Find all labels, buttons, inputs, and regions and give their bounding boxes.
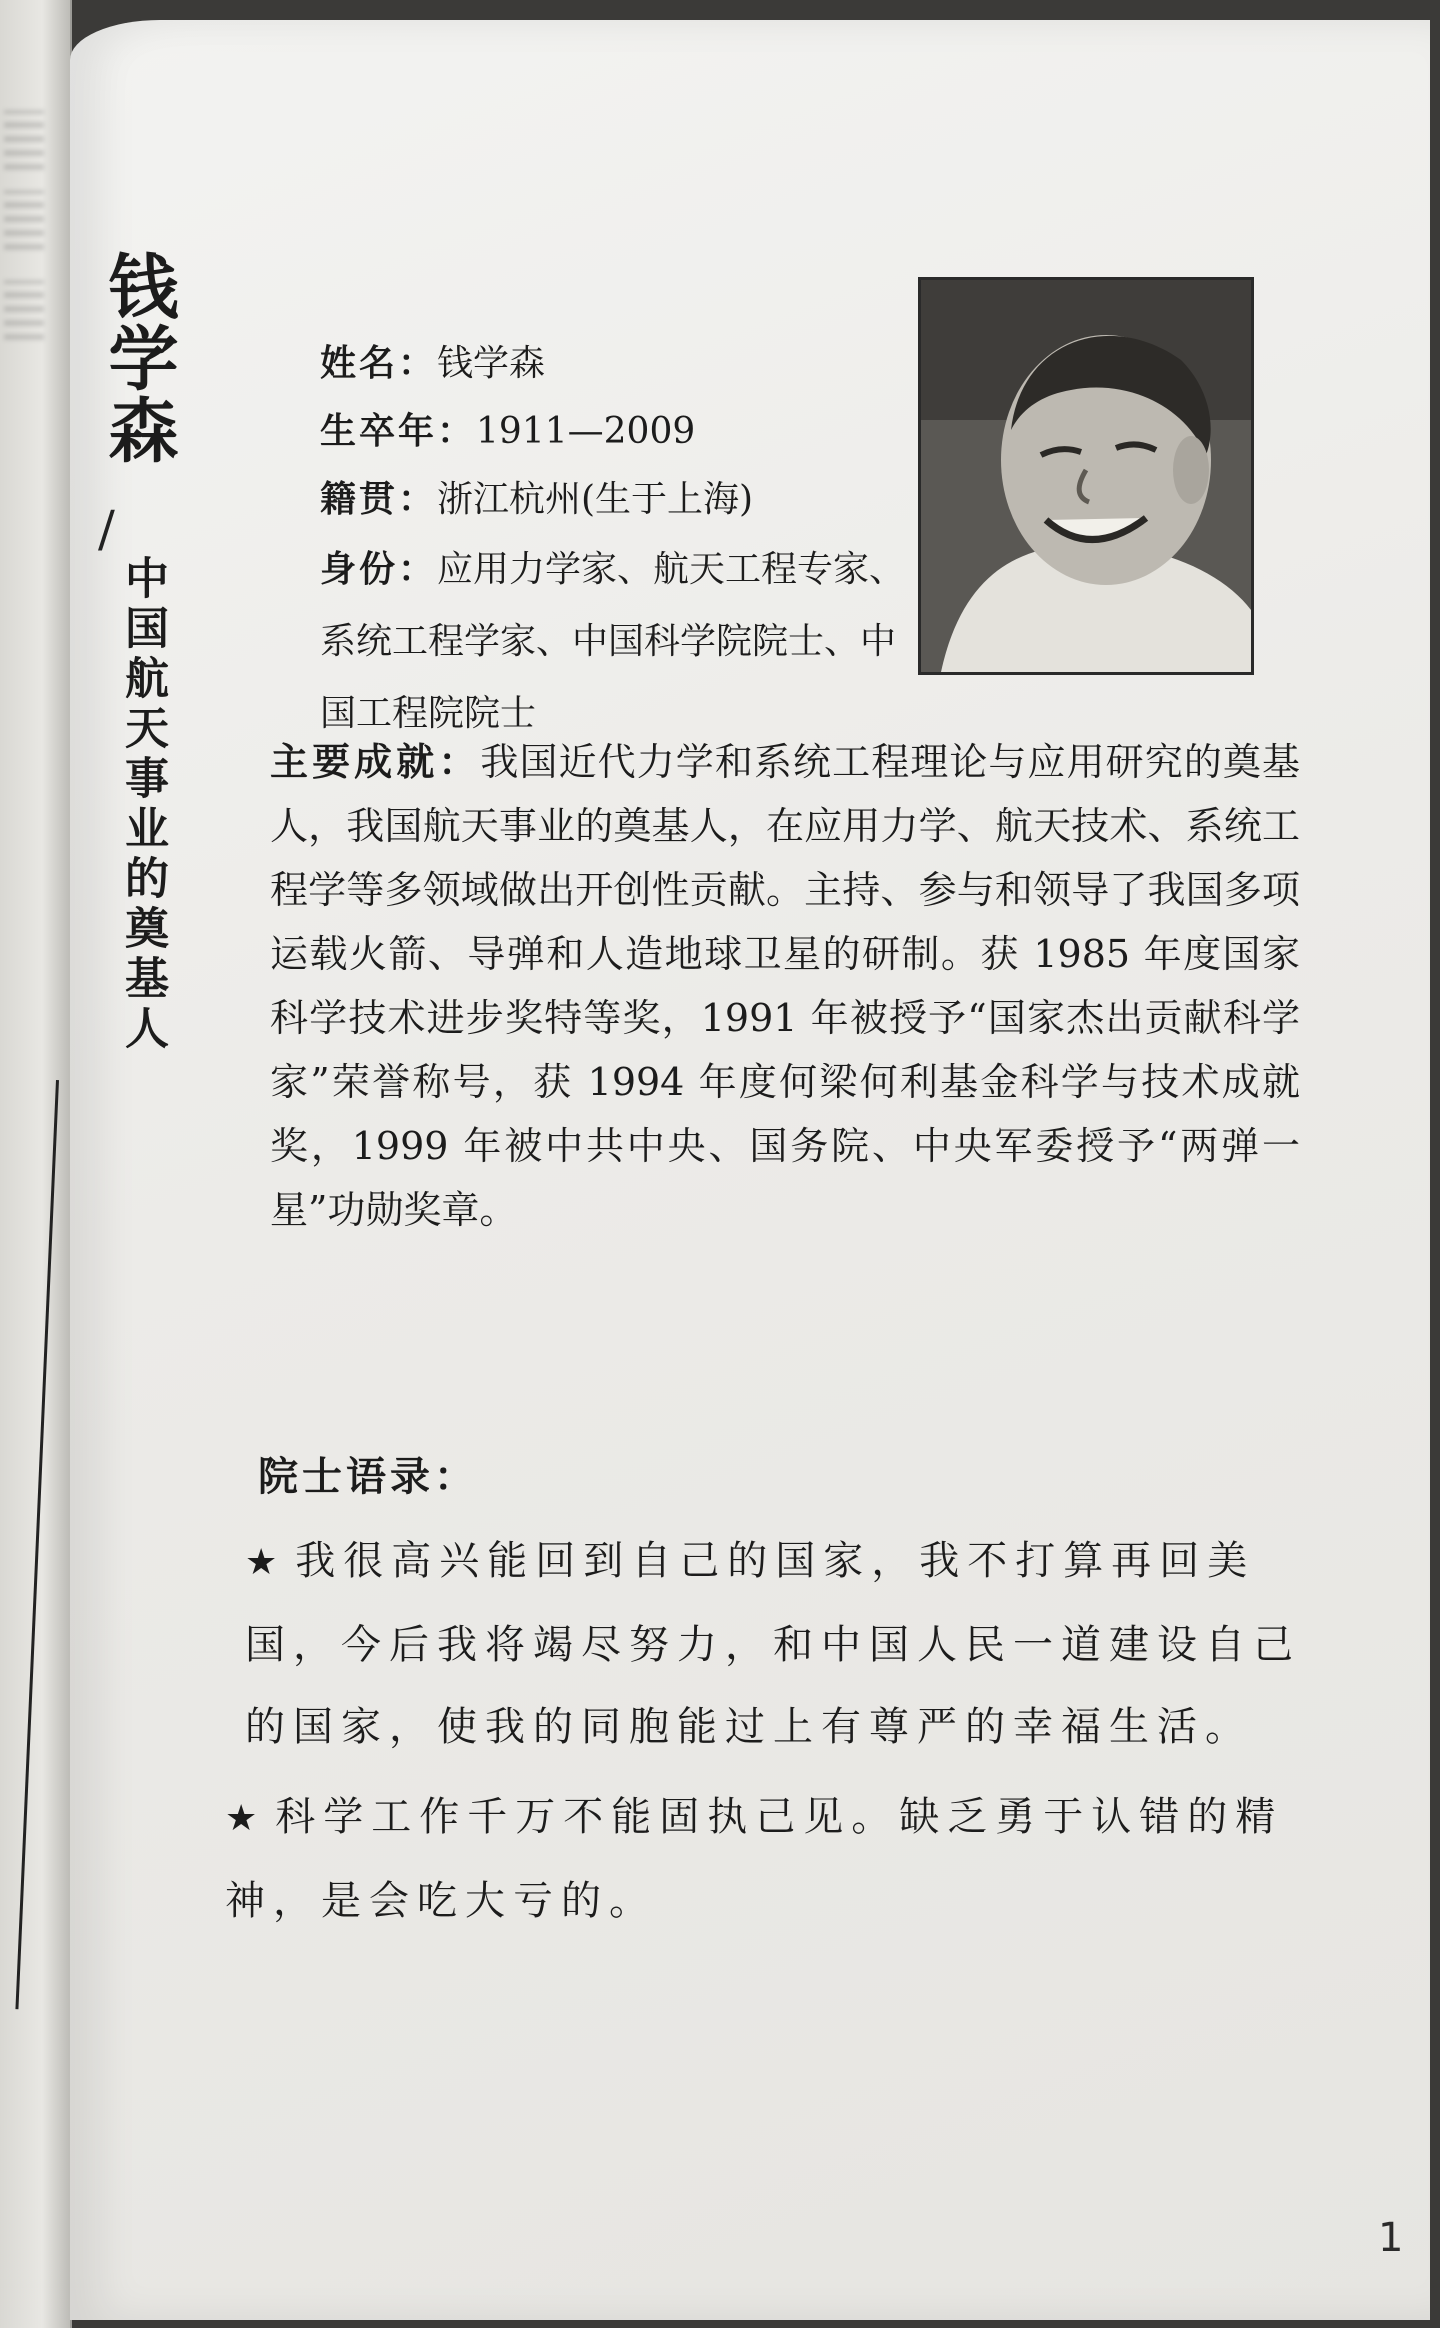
quote-text: 科学工作千万不能固执己见。缺乏勇于认错的精神，是会吃大亏的。	[225, 1794, 1284, 1924]
profile-info	[320, 330, 910, 750]
profile-years-row	[320, 398, 910, 466]
portrait-photo	[918, 277, 1254, 675]
profile-identity-row	[320, 534, 910, 750]
blurred-text	[4, 280, 44, 340]
origin-label: 籍贯：	[320, 479, 438, 520]
years-value: 1911—2009	[476, 411, 696, 452]
quote-item	[225, 1776, 1295, 1942]
sidebar-name: 钱学森	[97, 250, 180, 466]
achievement-value: 我国近代力学和系统工程理论与应用研究的奠基人，我国航天事业的奠基人，在应用力学、航天技术、系统工程学等多领域做出开创性贡献。主持、参与和领导了我国多项运载火箭、导弹和人造地球卫星的研制。获 1985 年度国家科学技术进步奖特等奖，1991 年被授予“国家杰出贡献科学家”荣誉称号，获 1994 年度何梁何利基金科学与技术成就奖，1999 年被中共中央、国务院、中央军委授予“两弹一星”功勋奖章。	[270, 740, 1300, 1232]
previous-page-edge	[0, 0, 72, 2328]
portrait-illustration	[921, 280, 1251, 672]
blurred-text	[4, 110, 44, 170]
profile-name-row	[320, 330, 910, 398]
quote-text: 我很高兴能回到自己的国家，我不打算再回美国，今后我将竭尽努力，和中国人民一道建设自己的国家，使我的同胞能过上有尊严的幸福生活。	[245, 1538, 1301, 1750]
sidebar-slash: /	[98, 500, 115, 558]
identity-label: 身份：	[320, 549, 438, 590]
identity-value: 应用力学家、航天工程专家、系统工程学家、中国科学院院士、中国工程院院士	[320, 549, 906, 734]
blurred-text	[4, 190, 44, 250]
star-icon: ★	[225, 1798, 266, 1839]
name-label: 姓名：	[320, 343, 438, 384]
quotes-title: 院士语录：	[258, 1454, 478, 1500]
profile-origin-row	[320, 466, 910, 534]
quote-item	[245, 1520, 1315, 1768]
page-number: 1	[1378, 2215, 1404, 2261]
sidebar-subtitle: 中国航天事业的奠基人	[117, 555, 168, 1055]
name-value: 钱学森	[437, 343, 546, 384]
origin-value: 浙江杭州(生于上海)	[437, 479, 754, 520]
years-label: 生卒年：	[320, 411, 477, 452]
star-icon: ★	[245, 1542, 286, 1583]
achievement-paragraph	[270, 730, 1300, 1242]
achievement-label: 主要成就：	[270, 740, 481, 784]
